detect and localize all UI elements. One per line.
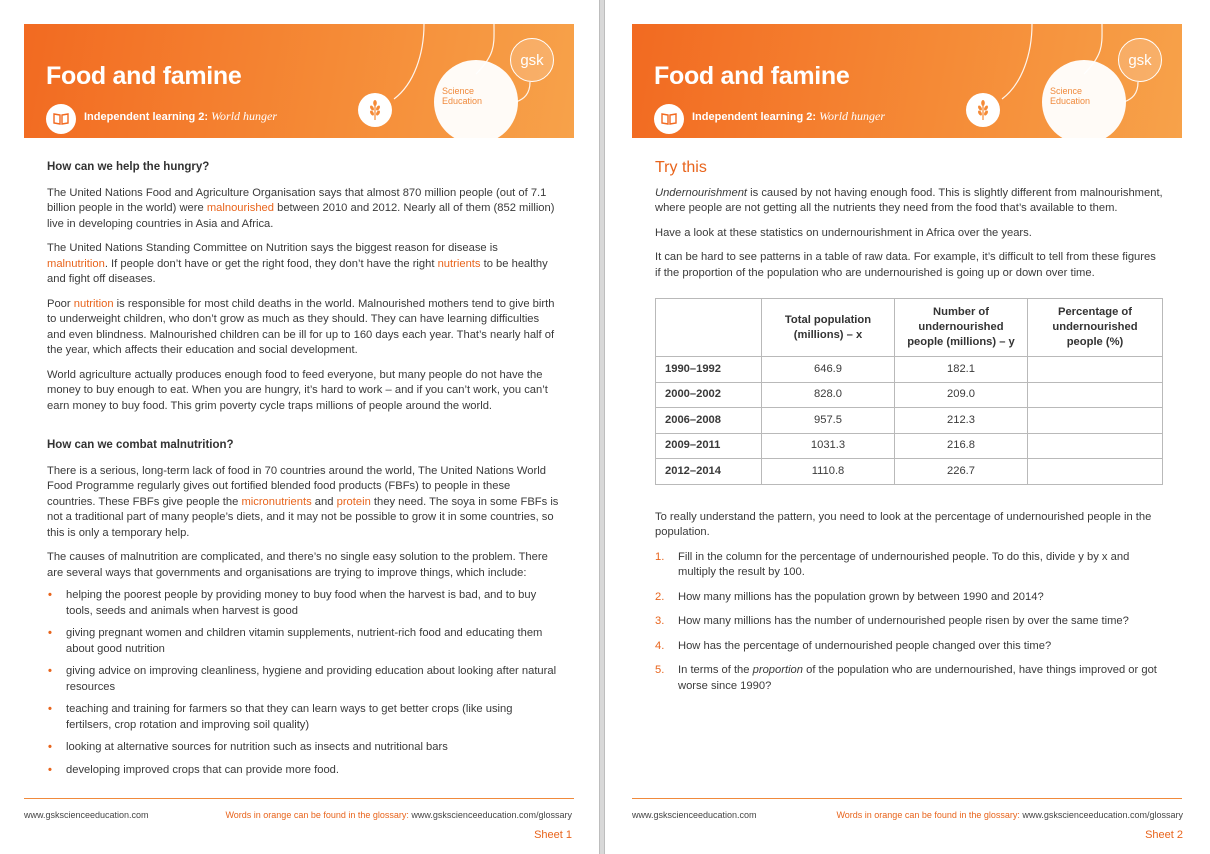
list-item: • teaching and training for farmers so that they can learn ways to get better crops (like using fertilsers, crop rotation and improving soil quality) (48, 703, 513, 731)
table-row (656, 357, 1163, 383)
section-heading: How can we combat malnutrition? (47, 439, 234, 451)
science-education-text (442, 86, 502, 106)
paragraph: The United Nations Standing Committee on Nutrition says the biggest reason for disease is malnutrition. If people don’t have or get the right food, they don’t have the right nutrients to be healthy and fight off diseases. (47, 242, 548, 285)
answer-cell[interactable] (1028, 382, 1163, 408)
paragraph: To really understand the pattern, you need to look at the percentage of undernourished people in the population. (655, 510, 1152, 538)
sheet-2-page (604, 0, 1210, 854)
sheet-number: Sheet 2 (1145, 829, 1183, 841)
gsk-logo: gsk (1118, 38, 1162, 82)
subtitle-topic: World hunger (819, 109, 886, 123)
book-icon (46, 104, 76, 134)
subtitle-label: Independent learning 2: (692, 111, 817, 123)
glossary-link[interactable]: www.gskscienceeducation.com/glossary (411, 810, 572, 820)
book-icon (654, 104, 684, 134)
table-row (656, 408, 1163, 434)
table-cell: 1110.8 (762, 459, 895, 485)
wheat-icon (358, 93, 392, 127)
glossary-term[interactable]: malnourished (206, 202, 274, 214)
footer-website-link[interactable]: www.gskscienceeducation.com (632, 810, 757, 820)
sheet-2-body (655, 160, 1163, 703)
table-cell: 209.0 (895, 382, 1028, 408)
gsk-logo: gsk (510, 38, 554, 82)
table-header-cell: Total population (millions) – x (762, 299, 895, 357)
sheet-1-page (0, 0, 600, 854)
year-cell: 1990–1992 (656, 357, 762, 383)
section-heading: How can we help the hungry? (47, 161, 210, 173)
table-cell: 182.1 (895, 357, 1028, 383)
paragraph: World agriculture actually produces enough food to feed everyone, but many people do not have the money to buy enough to eat. When you are hungry, it’s hard to work – and if you can’t work, you can’t earn money to buy food. This grim poverty cycle traps millions of people around the world. (47, 368, 548, 412)
answer-cell[interactable] (1028, 433, 1163, 459)
science-education-text (1050, 86, 1110, 106)
glossary-note-text: Words in orange can be found in the glossary: (225, 810, 409, 820)
subtitle-label: Independent learning 2: (84, 111, 209, 123)
glossary-term[interactable]: nutrition (73, 297, 114, 310)
table-cell: 212.3 (895, 408, 1028, 434)
sheet-number: Sheet 1 (534, 829, 572, 841)
footer-glossary-note (836, 810, 1183, 820)
paragraph: The United Nations Food and Agriculture Organisation says that almost 870 million people (out of 7.1 billion people in the world) were malnourished between 2010 and 2012. Nearly all of them (852 million) live in developing countries in Asia and Africa. (47, 186, 555, 230)
answer-cell[interactable] (1028, 357, 1163, 383)
table-row (656, 459, 1163, 485)
answer-cell[interactable] (1028, 408, 1163, 434)
list-item: • helping the poorest people by providing money to buy food when the harvest is bad, and to buy tools, seeds and animals when harvest is good (48, 589, 537, 617)
page-title: Food and famine (654, 62, 850, 90)
footer-divider (24, 798, 574, 799)
table-header-cell (656, 299, 762, 357)
glossary-term[interactable]: micronutrients (241, 495, 312, 508)
page-title: Food and famine (46, 62, 242, 90)
question-item: 1. Fill in the column for the percentage of undernourished people. To do this, divide y by x and multiply the result by 100. (655, 550, 1130, 578)
paragraph: Poor nutrition is responsible for most child deaths in the world. Malnourished mothers tend to give birth to underweight children, who don’t grow as much as they should. They can have learning difficulties and even blindness. Malnourished children can be ill for up to 160 days each year. That’s nearly half of the year, which affects their education and social development. (47, 297, 555, 356)
table-row (656, 433, 1163, 459)
education-line: Education (442, 96, 483, 106)
footer-website-link[interactable]: www.gskscienceeducation.com (24, 810, 149, 820)
list-item: • giving pregnant women and children vitamin supplements, nutrient-rich food and educating them about good nutrition (48, 627, 543, 655)
glossary-term[interactable]: nutrients (437, 257, 481, 270)
worksheet-subtitle (84, 109, 277, 124)
year-cell: 2009–2011 (656, 433, 762, 459)
table-cell: 216.8 (895, 433, 1028, 459)
answer-cell[interactable] (1028, 459, 1163, 485)
table-header-row (656, 299, 1163, 357)
glossary-term[interactable]: malnutrition (47, 257, 105, 270)
year-cell: 2000–2002 (656, 382, 762, 408)
question-item: 2. How many millions has the population grown by between 1990 and 2014? (655, 590, 1044, 603)
list-item: • developing improved crops that can provide more food. (48, 763, 340, 776)
bullet-list (47, 588, 559, 778)
table-cell: 1031.3 (762, 433, 895, 459)
glossary-link[interactable]: www.gskscienceeducation.com/glossary (1022, 810, 1183, 820)
paragraph: Undernourishment is caused by not having enough food. This is slightly different from malnourishment, where people are not getting all the nutrients they need from the food that’s available to them. (655, 186, 1163, 214)
list-item: • looking at alternative sources for nutrition such as insects and nutritional bars (48, 741, 448, 753)
section-heading: Try this (655, 159, 707, 176)
table-cell: 957.5 (762, 408, 895, 434)
education-line: Education (1050, 96, 1091, 106)
science-line: Science (442, 86, 475, 96)
header-banner (24, 24, 574, 138)
table-cell: 646.9 (762, 357, 895, 383)
science-line: Science (1050, 86, 1083, 96)
table-cell: 226.7 (895, 459, 1028, 485)
table-header-cell: Number of undernourished people (millions) – y (895, 299, 1028, 357)
footer-divider (632, 798, 1182, 799)
glossary-note-text: Words in orange can be found in the glossary: (836, 810, 1020, 820)
question-list (655, 550, 1163, 695)
wheat-icon (966, 93, 1000, 127)
year-cell: 2006–2008 (656, 408, 762, 434)
paragraph: Have a look at these statistics on undernourishment in Africa over the years. (655, 226, 1032, 239)
sheet-1-body (47, 160, 559, 785)
table-row (656, 382, 1163, 408)
subtitle-topic: World hunger (211, 109, 278, 123)
worksheet-subtitle (692, 109, 885, 124)
year-cell: 2012–2014 (656, 459, 762, 485)
undernourishment-table (655, 298, 1163, 485)
question-item: 4. How has the percentage of undernourished people changed over this time? (655, 639, 1052, 652)
list-item: • giving advice on improving cleanliness, hygiene and providing education about looking after natural resources (48, 665, 557, 693)
paragraph: It can be hard to see patterns in a table of raw data. For example, it’s difficult to tell from these figures if the proportion of the population who are undernourished is going up or down over time. (655, 251, 1156, 279)
header-banner (632, 24, 1182, 138)
question-item: 5. In terms of the proportion of the population who are undernourished, have things improved or got worse since 1990? (655, 664, 1157, 692)
glossary-term[interactable]: protein (336, 495, 371, 508)
footer-glossary-note (225, 810, 572, 820)
paragraph: The causes of malnutrition are complicated, and there’s no single easy solution to the problem. There are several ways that governments and organisations are trying to improve things, which include: (47, 551, 548, 579)
table-cell: 828.0 (762, 382, 895, 408)
question-item: 3. How many millions has the number of undernourished people risen by over the same time? (655, 615, 1129, 627)
paragraph: There is a serious, long-term lack of food in 70 countries around the world, The United Nations World Food Programme regularly gives out fortified blended food products (FBFs) to people in these countries. These FBFs give people the micronutrients and protein they need. The soya in some FBFs is not a traditional part of many people’s diets, and it may not be possible to grow it in some countries, so this is only a temporary help. (47, 464, 559, 539)
table-header-cell: Percentage of undernourished people (%) (1028, 299, 1163, 357)
